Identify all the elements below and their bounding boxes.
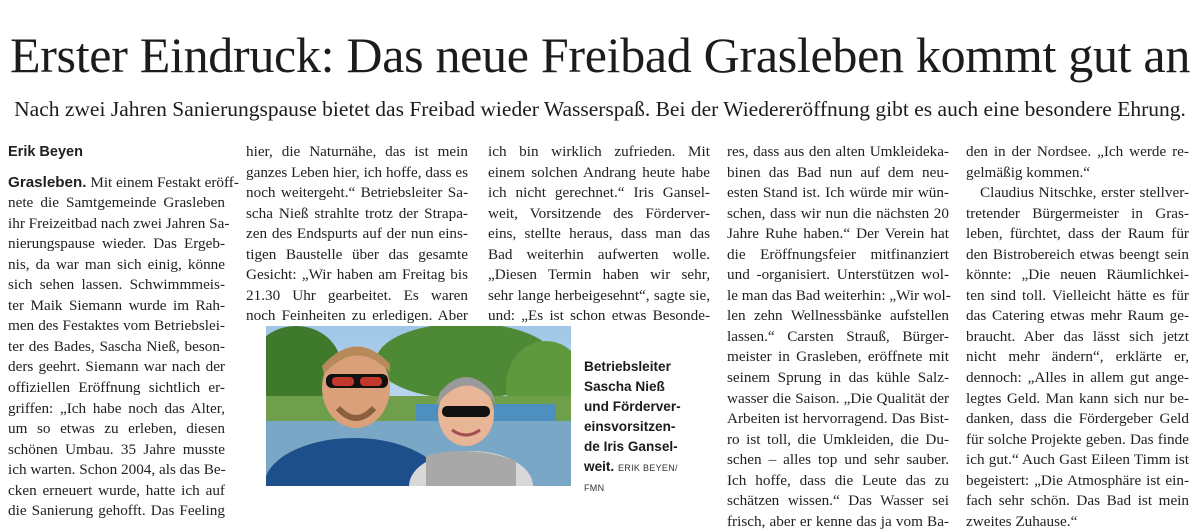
text-line: lassen.“ Carsten Strauß, Bürger- — [727, 327, 949, 345]
text-line: ten sind toll. Vielleicht hätte es für — [966, 286, 1189, 304]
text-line: offiziellen Eröffnung sichtlich er- — [8, 379, 225, 397]
article-headline: Erster Eindruck: Das neue Freibad Grasleben kommt gut an — [9, 27, 1191, 83]
text-line: um so etwas zu erleben, diesen — [8, 420, 225, 438]
text-line: die Sanierung gehofft. Das Feeling — [8, 502, 225, 520]
text-column-3 — [488, 142, 710, 327]
text-line: dennoch: „Alles in allem gut ange- — [966, 369, 1189, 387]
text-line: ich bin wirklich zufrieden. Mit — [488, 143, 710, 160]
text-line: schätzen wissen.“ Das Wasser sei — [727, 492, 949, 510]
text-line: sich sehen lassen. Schwimmmeis- — [8, 276, 225, 294]
text-line: fach sehr schön. Das Bad ist mein — [966, 492, 1189, 510]
text-line: 21.30 Uhr gearbeitet. Es waren — [246, 286, 468, 304]
text-column-4 — [727, 142, 949, 532]
text-line: Bad weiterhin aufwerten wolle. — [488, 245, 710, 263]
text-line: ders geehrt. Siemann war nach der — [8, 358, 225, 376]
text-line: nicht mehr ändern“, erklärte er, — [966, 348, 1189, 366]
text-line: esten Stand ist. Ich würde mir wün- — [727, 184, 949, 202]
text-line: len zehn Wellnessbänke aufstellen — [727, 307, 949, 325]
text-line: wasser die Saison. „Die Qualität der — [727, 389, 949, 407]
text-line: und: „Es ist schon etwas Besonde- — [488, 307, 710, 325]
text-line: zweites Zuhause.“ — [966, 512, 1078, 530]
photo-credit: ERIK BEYEN/ — [618, 463, 678, 473]
text-line: weit, Vorsitzende des Förderver- — [488, 204, 710, 222]
photo-caption: Betriebsleiter Sascha Nieß und Förderver- einsvorsitzen- de Iris Gansel- weit. ERIK BEYEN/ FMN — [584, 357, 714, 498]
text-line: leben, fürchtet, dass der Raum für — [966, 225, 1189, 243]
text-line: binen das Bad nun auf dem neu- — [727, 163, 949, 181]
text-line: ter Maik Siemann wurde im Rah- — [8, 296, 225, 314]
text-line: einem solchen Andrang heute habe — [488, 163, 710, 181]
photo-illustration — [266, 326, 571, 486]
text-line: die Eröffnungsfeier mitfinanziert — [727, 245, 949, 263]
text-column-2 — [246, 142, 468, 327]
text-line: für solche Projekte geben. Das finde — [966, 430, 1189, 448]
text-line: Gesicht: „Wir haben am Freitag bis — [246, 266, 468, 284]
text-line: ro ist toll, die Umkleiden, die Du- — [727, 430, 949, 448]
text-line: ich nicht gerechnet.“ Iris Gansel- — [488, 184, 710, 202]
text-line: men des Festaktes vom Betriebslei- — [8, 317, 225, 335]
text-line: schen, dass wir nun die nächsten 20 — [727, 204, 949, 222]
text-line: „Diesen Termin haben wir sehr, — [488, 266, 710, 284]
text-line: le man das Bad weiterhin: „Wir wol- — [727, 286, 951, 304]
text-line: legtes Geld. Man kann sich nur be- — [966, 389, 1189, 407]
text-line: schönen Umbau. 35 Jahre musste — [8, 440, 225, 458]
text-line: den Bistrobereich etwas beengt sein — [966, 245, 1189, 263]
text-line: scha Nieß strahlte trotz der Strapa- — [246, 204, 468, 222]
text-line: meister in Grasleben, eröffnete mit — [727, 348, 949, 366]
text-column-1 — [8, 142, 239, 522]
text-line: das Catering etwas mehr Raum ge- — [966, 307, 1189, 325]
text-line: schen – alles top und sehr sauber. — [727, 451, 949, 469]
text-line: Arbeiten ist hervorragend. Das Bist- — [727, 410, 949, 428]
text-line: tretender Bürgermeister in Gras- — [966, 204, 1189, 222]
text-line: braucht. Aber das lässt sich jetzt — [966, 327, 1189, 345]
text-line: noch weitergeht.“ Betriebsleiter Sa- — [246, 184, 468, 202]
text-line: den in der Nordsee. „Ich werde re- — [966, 143, 1189, 160]
text-line: cken erneuert wurde, hatte ich auf — [8, 481, 225, 499]
text-line: nis, da war man sich einig, könne — [8, 255, 225, 273]
article-photo — [266, 326, 571, 486]
text-line: noch Feinheiten zu erledigen. Aber — [246, 307, 468, 325]
text-line: Jahre Ruhe haben.“ Der Verein hat — [727, 225, 949, 243]
text-line: res, dass aus den alten Umkleideka- — [727, 143, 949, 160]
text-line: frisch, aber er kenne das ja vom Ba- — [727, 512, 949, 530]
text-line: ich warten. Schon 2004, als das Be- — [8, 461, 226, 479]
text-line: Ich hoffe, dass die Leute das zu — [727, 471, 949, 489]
text-line: könnte: „Die neuen Räumlichkei- — [966, 266, 1189, 284]
text-line: Grasleben. Mit einem Festakt eröff- — [8, 173, 239, 191]
text-line: hier, die Naturnähe, das ist mein — [246, 143, 468, 160]
text-line: nierungspause wieder. Das Ergeb- — [8, 235, 225, 253]
text-line: gelmäßig kommen.“ — [966, 163, 1090, 181]
text-line: zen des Endspurts auf der nun eins- — [246, 225, 468, 243]
text-line: tigen Baustelle über das gesamte — [246, 245, 468, 263]
text-line: eins, stellte heraus, dass man das — [488, 225, 710, 243]
text-line: und -organisiert. Unterstützen wol- — [727, 266, 949, 284]
text-line: ganzes Leben hier, ich hoffe, dass es — [246, 163, 468, 181]
text-line: nete die Samtgemeinde Grasleben — [8, 194, 225, 212]
text-line: begeistert: „Die Atmosphäre ist ein- — [966, 471, 1189, 489]
text-line: griffen: „Ich habe noch das Alter, — [8, 399, 225, 417]
text-column-5 — [966, 142, 1189, 532]
text-line: Claudius Nitschke, erster stellver- — [980, 184, 1189, 202]
article-subheadline: Nach zwei Jahren Sanierungspause bietet das Freibad wieder Wasserspaß. Bei der Wiedereröffnung gibt es auch eine besondere Ehrung. — [14, 97, 1186, 121]
text-line: ter des Bades, Sascha Nieß, beson- — [8, 337, 225, 355]
author-byline: Erik Beyen — [8, 144, 83, 160]
text-line: seinem Sprung in das kühle Salz- — [727, 369, 949, 387]
text-line: sehr lange herbeigesehnt“, sagte sie, — [488, 286, 710, 304]
text-line: ihr Freizeitbad nach zwei Jahren Sa- — [8, 214, 230, 232]
dateline: Grasleben. — [8, 173, 87, 191]
text-line: danken, dass die Fördergeber Geld — [966, 410, 1189, 428]
photo-credit-agency: FMN — [584, 483, 605, 493]
text-line: ich gut.“ Auch Gast Eileen Timm ist — [966, 451, 1189, 469]
